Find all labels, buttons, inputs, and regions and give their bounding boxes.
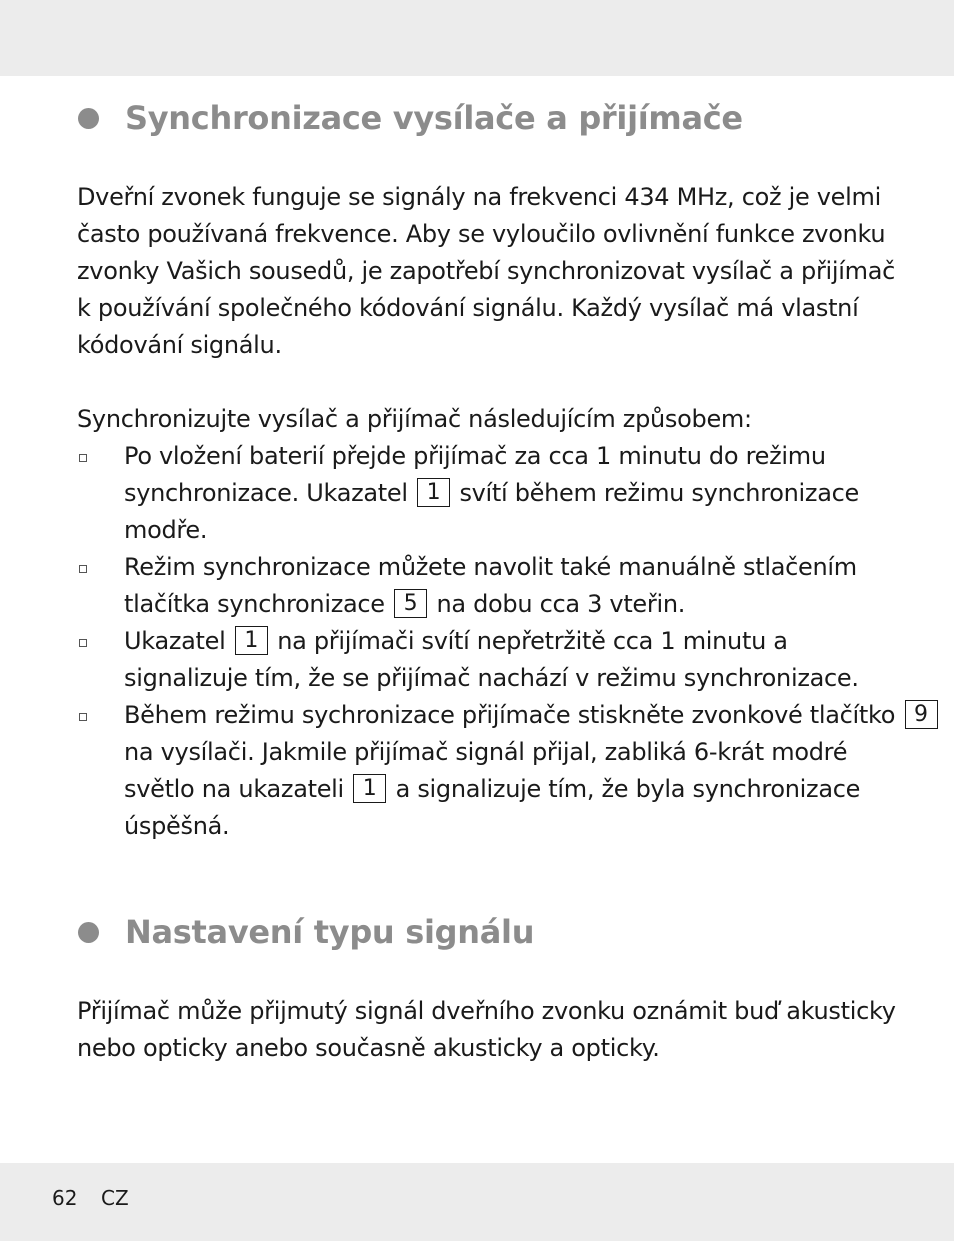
text-line: Po vložení baterií přejde přijímač za cca 1 minutu do režimu	[124, 442, 826, 470]
language-code: CZ	[101, 1186, 129, 1210]
text-fragment: na přijímači svítí nepřetržitě cca 1 minutu a	[277, 627, 788, 655]
reference-number-box: 1	[353, 774, 386, 803]
text-line	[124, 771, 877, 808]
section-heading-signal-type	[78, 913, 534, 951]
bottom-band	[0, 1163, 954, 1241]
text-line: Přijímač může přijmutý signál dveřního zvonku oznámit buď akusticky	[77, 997, 896, 1025]
intro-paragraph	[77, 179, 896, 364]
heading-bullet-dot	[78, 922, 99, 943]
text-fragment: tlačítka synchronizace	[124, 590, 385, 618]
square-bullet-icon	[79, 639, 87, 647]
text-line: modře.	[124, 516, 208, 544]
section-heading-sync	[78, 99, 743, 137]
text-line	[124, 586, 877, 623]
page-number: 62	[52, 1186, 78, 1210]
text-fragment: světlo na ukazateli	[124, 775, 344, 803]
list-item	[77, 623, 877, 697]
text-line	[124, 623, 877, 660]
list-item	[77, 438, 877, 549]
text-line: na vysílači. Jakmile přijímač signál přijal, zabliká 6-krát modré	[124, 738, 848, 766]
text-line	[124, 697, 929, 734]
text-line: kódování signálu.	[77, 331, 282, 359]
heading-text: Synchronizace vysílače a přijímače	[125, 99, 743, 137]
signal-type-paragraph	[77, 993, 896, 1067]
text-fragment: Během režimu sychronizace přijímače stiskněte zvonkové tlačítko	[124, 701, 896, 729]
text-line: Režim synchronizace můžete navolit také manuálně stlačením	[124, 553, 857, 581]
text-line: k používání společného kódování signálu. Každý vysílač má vlastní	[77, 294, 859, 322]
reference-number-box: 5	[394, 589, 427, 618]
list-item	[77, 549, 877, 623]
reference-number-box: 1	[417, 478, 450, 507]
instructions-lead: Synchronizujte vysílač a přijímač následujícím způsobem:	[77, 405, 752, 433]
heading-text: Nastavení typu signálu	[125, 913, 535, 951]
square-bullet-icon	[79, 454, 87, 462]
text-fragment: Ukazatel	[124, 627, 226, 655]
text-fragment: synchronizace. Ukazatel	[124, 479, 408, 507]
text-line: zvonky Vašich sousedů, je zapotřebí synchronizovat vysílač a přijímač	[77, 257, 896, 285]
top-band	[0, 0, 954, 76]
square-bullet-icon	[79, 713, 87, 721]
text-line: Dveřní zvonek funguje se signály na frekvenci 434 MHz, což je velmi	[77, 183, 881, 211]
reference-number-box: 9	[905, 700, 938, 729]
text-fragment: na dobu cca 3 vteřin.	[436, 590, 686, 618]
reference-number-box: 1	[235, 626, 268, 655]
list-item	[77, 697, 929, 845]
text-line: často používaná frekvence. Aby se vyloučilo ovlivnění funkce zvonku	[77, 220, 886, 248]
sync-steps-list	[77, 438, 929, 845]
text-line: nebo opticky anebo současně akusticky a opticky.	[77, 1034, 660, 1062]
text-line	[124, 475, 877, 512]
text-fragment: svítí během režimu synchronizace	[459, 479, 859, 507]
text-line: úspěšná.	[124, 812, 230, 840]
square-bullet-icon	[79, 565, 87, 573]
text-fragment: a signalizuje tím, že byla synchronizace	[395, 775, 861, 803]
text-line: signalizuje tím, že se přijímač nachází v režimu synchronizace.	[124, 664, 859, 692]
heading-bullet-dot	[78, 108, 99, 129]
